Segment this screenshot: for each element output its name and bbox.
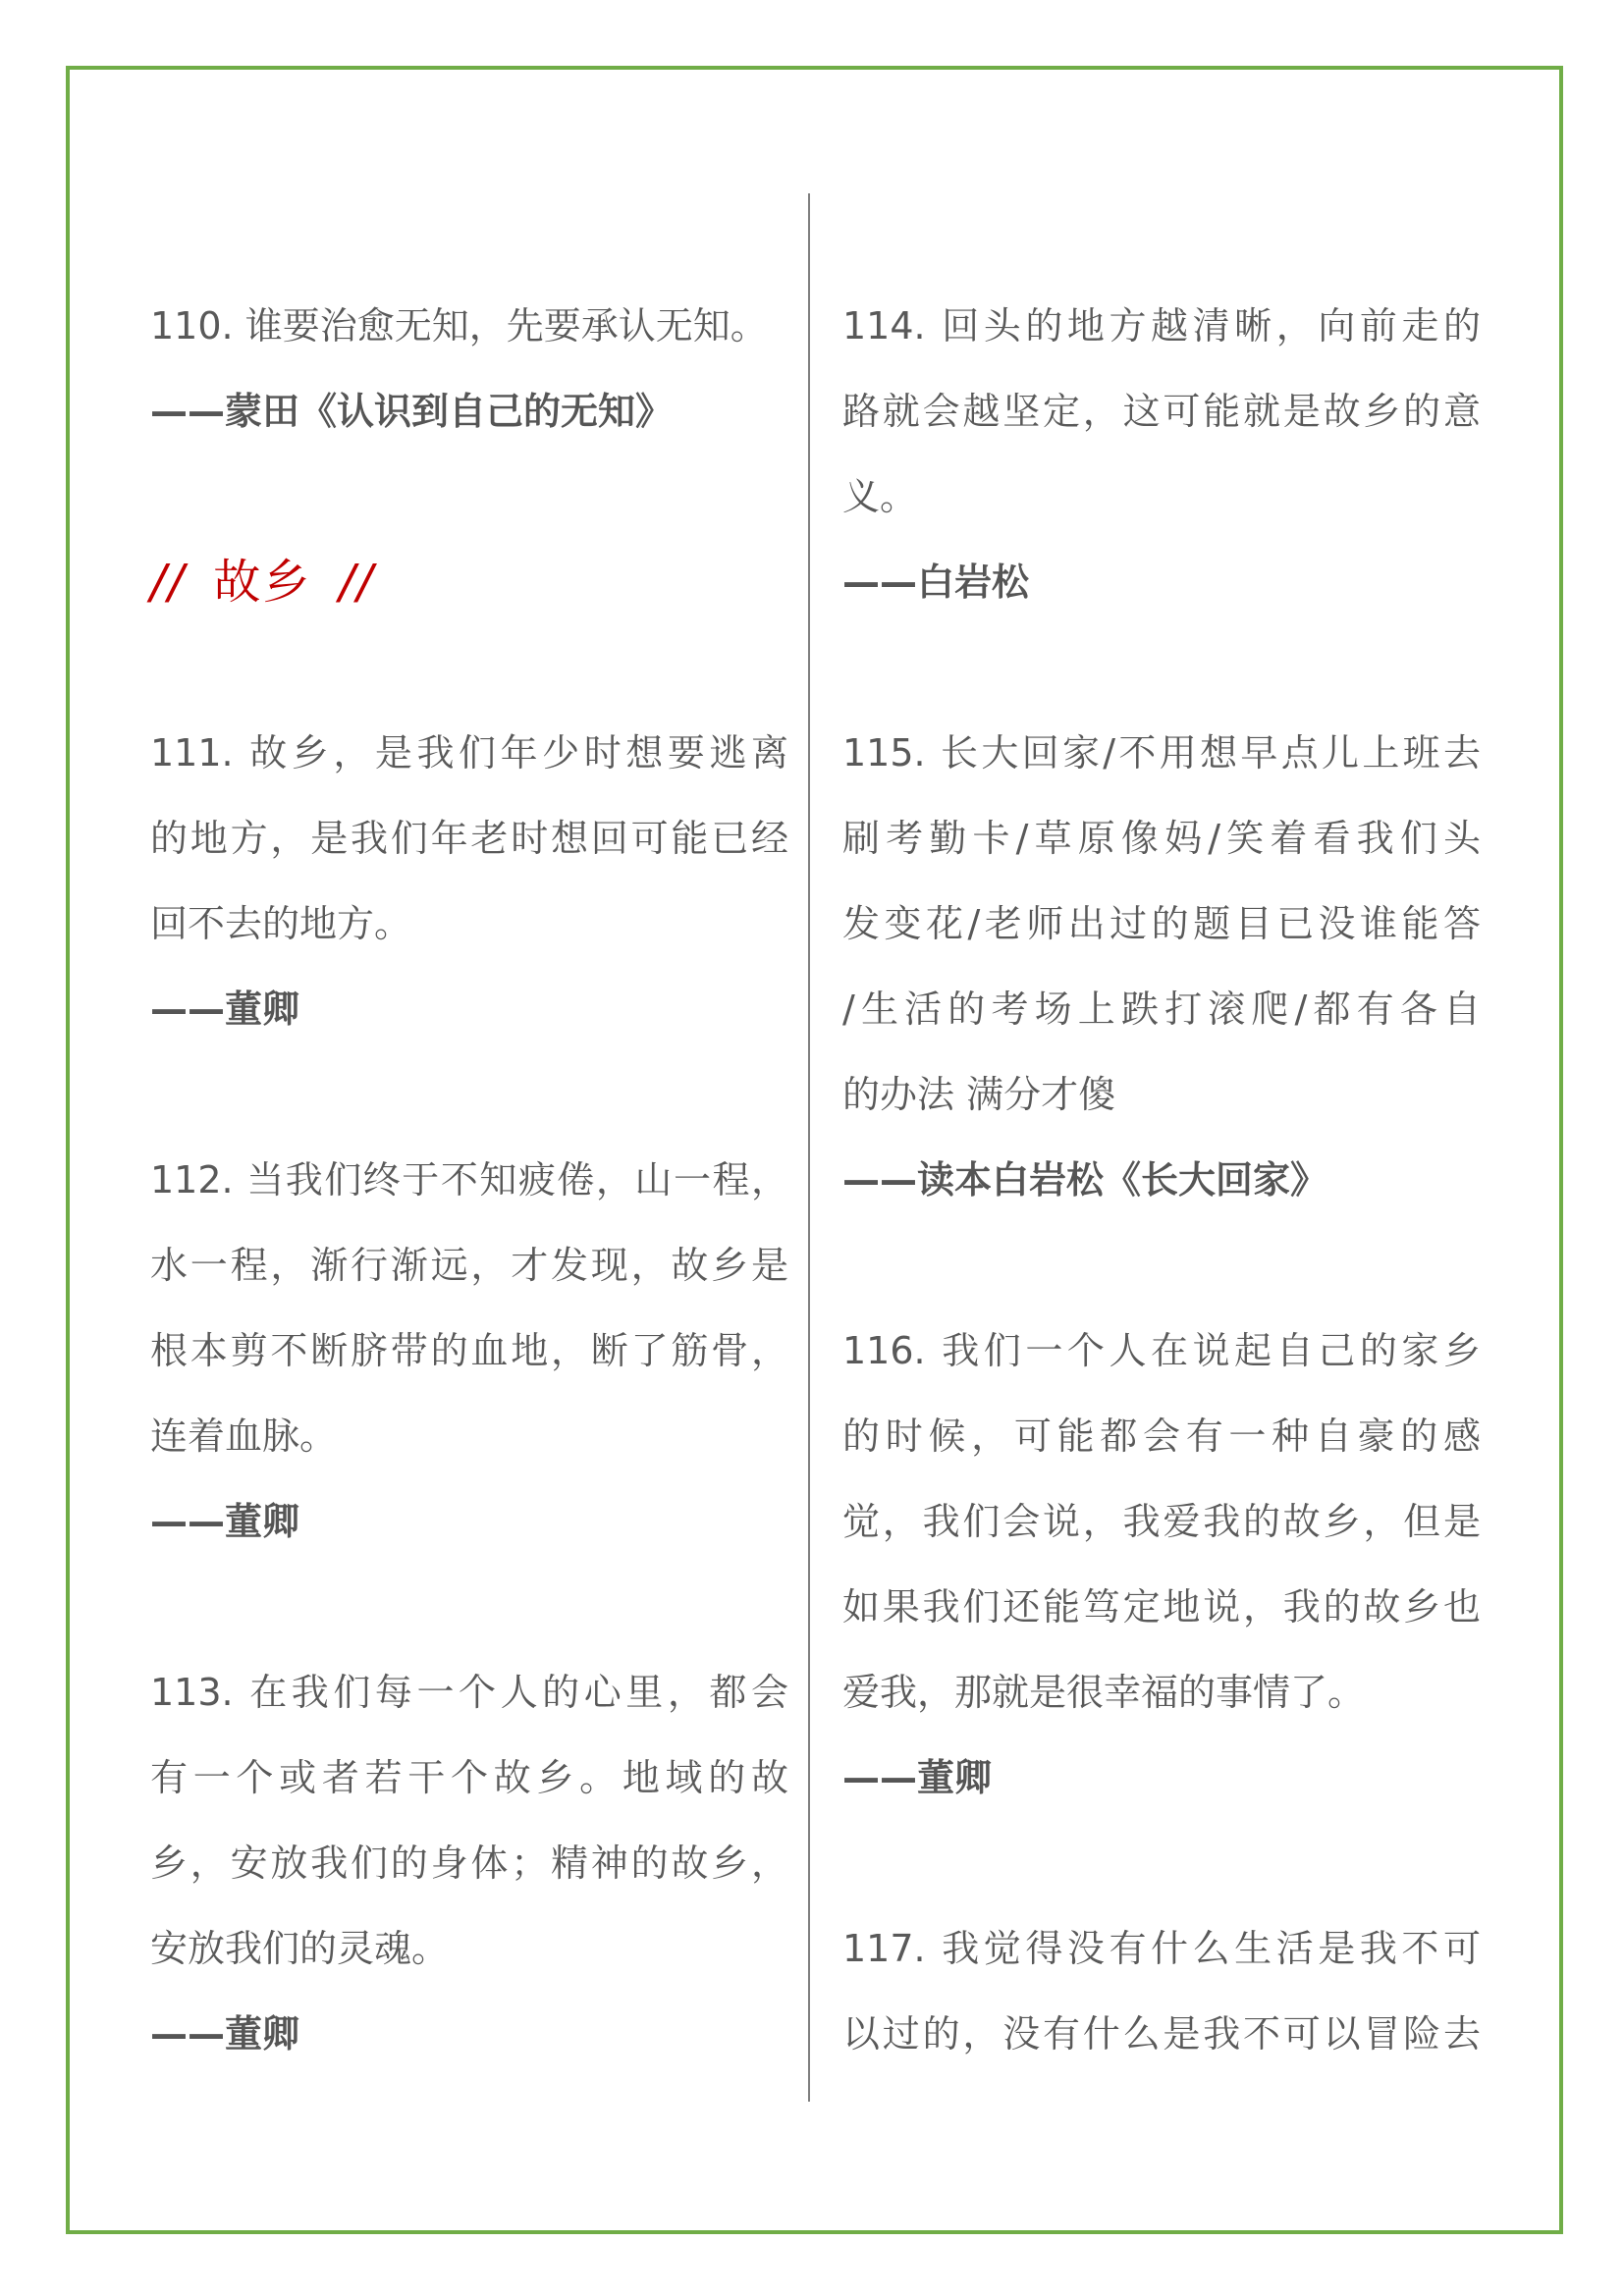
quote-attribution: ——董卿	[842, 1756, 993, 1799]
spacer	[150, 1565, 788, 1650]
quote-116	[842, 1308, 1481, 1821]
quote-112	[150, 1138, 788, 1565]
heading-prefix: //	[150, 555, 187, 610]
quote-text-line: 水一程，渐行渐远，才发现，故乡是	[150, 1244, 788, 1287]
quote-text-line: 安放我们的灵魂。	[150, 1927, 450, 1970]
spacer	[150, 454, 788, 540]
quote-114	[842, 284, 1481, 625]
spacer	[842, 1223, 1481, 1308]
spacer	[842, 1821, 1481, 1906]
quote-text-line: 的时候，可能都会有一种自豪的感	[842, 1415, 1481, 1458]
quote-text-line: 111. 故乡，是我们年少时想要逃离	[150, 731, 788, 774]
column-divider	[808, 193, 810, 2102]
quote-text-line: 义。	[842, 475, 918, 518]
quote-text-line: 有一个或者若干个故乡。地域的故	[150, 1756, 788, 1799]
right-column	[842, 284, 1481, 2077]
quote-text-line: 115. 长大回家/不用想早点儿上班去	[842, 731, 1481, 774]
quote-text-line: 110. 谁要治愈无知，先要承认无知。	[150, 304, 768, 347]
quote-113	[150, 1650, 788, 2077]
spacer	[150, 625, 788, 711]
quote-115	[842, 711, 1481, 1223]
section-heading	[150, 540, 788, 625]
quote-text-line: 爱我，那就是很幸福的事情了。	[842, 1671, 1366, 1714]
quote-text-line: 116. 我们一个人在说起自己的家乡	[842, 1329, 1481, 1372]
quote-text-line: 路就会越坚定，这可能就是故乡的意	[842, 390, 1481, 433]
quote-text-line: 根本剪不断脐带的血地，断了筋骨，	[150, 1329, 788, 1372]
quote-text-line: 以过的，没有什么是我不可以冒险去	[842, 2012, 1481, 2056]
quote-text-line: 发变花/老师出过的题目已没谁能答	[842, 902, 1481, 945]
quote-111	[150, 711, 788, 1052]
quote-text-line: 的地方，是我们年老时想回可能已经	[150, 817, 788, 860]
quote-text-line: 113. 在我们每一个人的心里，都会	[150, 1671, 788, 1714]
heading-suffix: //	[339, 555, 375, 610]
quote-text-line: 觉，我们会说，我爱我的故乡，但是	[842, 1500, 1481, 1543]
quote-117	[842, 1906, 1481, 2077]
quote-text-line: 如果我们还能笃定地说，我的故乡也	[842, 1585, 1481, 1629]
heading-title: 故乡	[213, 555, 312, 610]
quote-text-line: 回不去的地方。	[150, 902, 412, 945]
quote-text-line: /生活的考场上跌打滚爬/都有各自	[842, 988, 1481, 1031]
quote-attribution: ——董卿	[150, 988, 300, 1031]
spacer	[150, 1052, 788, 1138]
left-column	[150, 284, 788, 2077]
quote-text-line: 117. 我觉得没有什么生活是我不可	[842, 1927, 1481, 1970]
quote-text-line: 连着血脉。	[150, 1415, 338, 1458]
spacer	[842, 625, 1481, 711]
quote-text-line: 112. 当我们终于不知疲倦，山一程，	[150, 1158, 788, 1201]
quote-text-line: 刷考勤卡/草原像妈/笑着看我们头	[842, 817, 1481, 860]
quote-text-line: 114. 回头的地方越清晰，向前走的	[842, 304, 1481, 347]
quote-attribution: ——董卿	[150, 2012, 300, 2056]
quote-text-line: 乡，安放我们的身体；精神的故乡，	[150, 1842, 788, 1885]
quote-text-line: 的办法 满分才傻	[842, 1073, 1116, 1116]
quote-attribution: ——董卿	[150, 1500, 300, 1543]
quote-attribution: ——蒙田《认识到自己的无知》	[150, 390, 674, 433]
quote-110	[150, 284, 788, 454]
quote-attribution: ——读本白岩松《长大回家》	[842, 1158, 1328, 1201]
quote-attribution: ——白岩松	[842, 561, 1030, 604]
